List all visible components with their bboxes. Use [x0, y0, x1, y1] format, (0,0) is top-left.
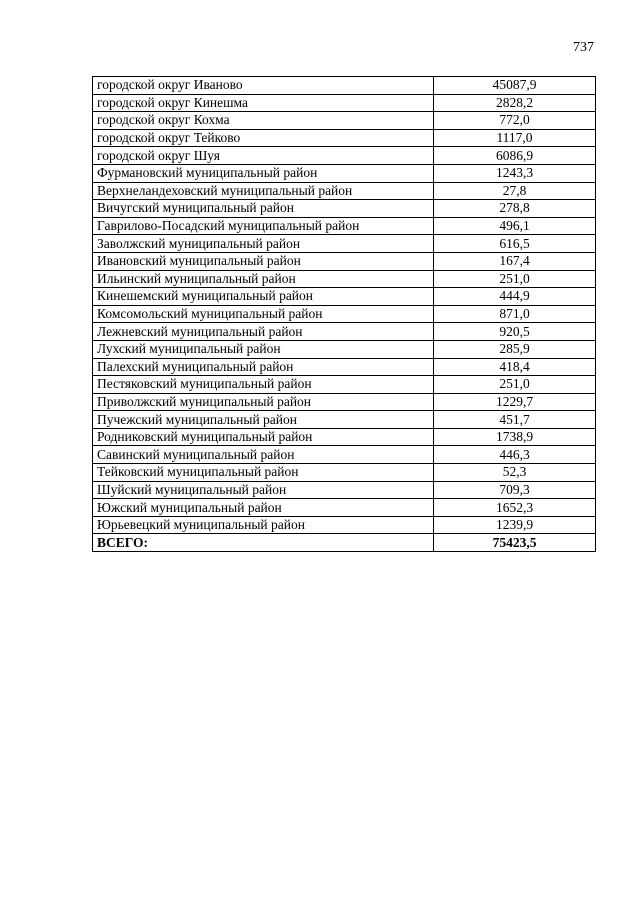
row-value: 496,1 [434, 217, 596, 235]
row-name: Приволжский муниципальный район [93, 393, 434, 411]
table-row [93, 217, 596, 235]
table-row [93, 481, 596, 499]
row-value: 167,4 [434, 252, 596, 270]
row-name: городской округ Шуя [93, 147, 434, 165]
table-row [93, 252, 596, 270]
table-row [93, 129, 596, 147]
total-label: ВСЕГО: [93, 534, 434, 552]
table-row [93, 94, 596, 112]
row-value: 772,0 [434, 112, 596, 130]
row-value: 1738,9 [434, 428, 596, 446]
table-row [93, 235, 596, 253]
row-value: 709,3 [434, 481, 596, 499]
row-value: 1117,0 [434, 129, 596, 147]
table-row [93, 77, 596, 95]
page-number: 737 [573, 40, 594, 55]
row-value: 285,9 [434, 340, 596, 358]
row-name: Гаврилово-Посадский муниципальный район [93, 217, 434, 235]
table-row [93, 411, 596, 429]
row-value: 27,8 [434, 182, 596, 200]
table-row [93, 340, 596, 358]
row-value: 1229,7 [434, 393, 596, 411]
row-value: 871,0 [434, 305, 596, 323]
table-row [93, 164, 596, 182]
row-value: 1652,3 [434, 499, 596, 517]
row-name: Пучежский муниципальный район [93, 411, 434, 429]
row-name: Кинешемский муниципальный район [93, 288, 434, 306]
table-row [93, 428, 596, 446]
row-name: Фурмановский муниципальный район [93, 164, 434, 182]
table-body [93, 77, 596, 552]
row-name: Тейковский муниципальный район [93, 464, 434, 482]
table-row [93, 270, 596, 288]
row-value: 1239,9 [434, 516, 596, 534]
table-row [93, 200, 596, 218]
row-name: Родниковский муниципальный район [93, 428, 434, 446]
row-value: 6086,9 [434, 147, 596, 165]
row-name: Ивановский муниципальный район [93, 252, 434, 270]
row-value: 52,3 [434, 464, 596, 482]
table-row [93, 516, 596, 534]
row-name: Шуйский муниципальный район [93, 481, 434, 499]
table-row [93, 464, 596, 482]
row-value: 418,4 [434, 358, 596, 376]
row-name: городской округ Кинешма [93, 94, 434, 112]
table-row [93, 323, 596, 341]
table-row [93, 393, 596, 411]
table-row [93, 358, 596, 376]
row-name: Южский муниципальный район [93, 499, 434, 517]
row-name: городской округ Тейково [93, 129, 434, 147]
row-name: Вичугский муниципальный район [93, 200, 434, 218]
row-value: 251,0 [434, 376, 596, 394]
row-name: Лухский муниципальный район [93, 340, 434, 358]
table-row [93, 376, 596, 394]
table-row [93, 182, 596, 200]
row-value: 920,5 [434, 323, 596, 341]
total-value: 75423,5 [434, 534, 596, 552]
row-value: 444,9 [434, 288, 596, 306]
row-name: Лежневский муниципальный район [93, 323, 434, 341]
data-table [92, 76, 596, 552]
row-value: 2828,2 [434, 94, 596, 112]
row-name: Комсомольский муниципальный район [93, 305, 434, 323]
table-row [93, 446, 596, 464]
total-row [93, 534, 596, 552]
row-name: городской округ Иваново [93, 77, 434, 95]
row-value: 45087,9 [434, 77, 596, 95]
row-value: 1243,3 [434, 164, 596, 182]
row-value: 451,7 [434, 411, 596, 429]
table-row [93, 305, 596, 323]
row-name: Савинский муниципальный район [93, 446, 434, 464]
table-row [93, 112, 596, 130]
row-name: Ильинский муниципальный район [93, 270, 434, 288]
row-value: 278,8 [434, 200, 596, 218]
row-value: 616,5 [434, 235, 596, 253]
table-row [93, 288, 596, 306]
row-name: Пестяковский муниципальный район [93, 376, 434, 394]
table-row [93, 499, 596, 517]
row-name: городской округ Кохма [93, 112, 434, 130]
row-name: Юрьевецкий муниципальный район [93, 516, 434, 534]
table-row [93, 147, 596, 165]
row-name: Заволжский муниципальный район [93, 235, 434, 253]
row-value: 446,3 [434, 446, 596, 464]
row-name: Палехский муниципальный район [93, 358, 434, 376]
row-name: Верхнеландеховский муниципальный район [93, 182, 434, 200]
row-value: 251,0 [434, 270, 596, 288]
